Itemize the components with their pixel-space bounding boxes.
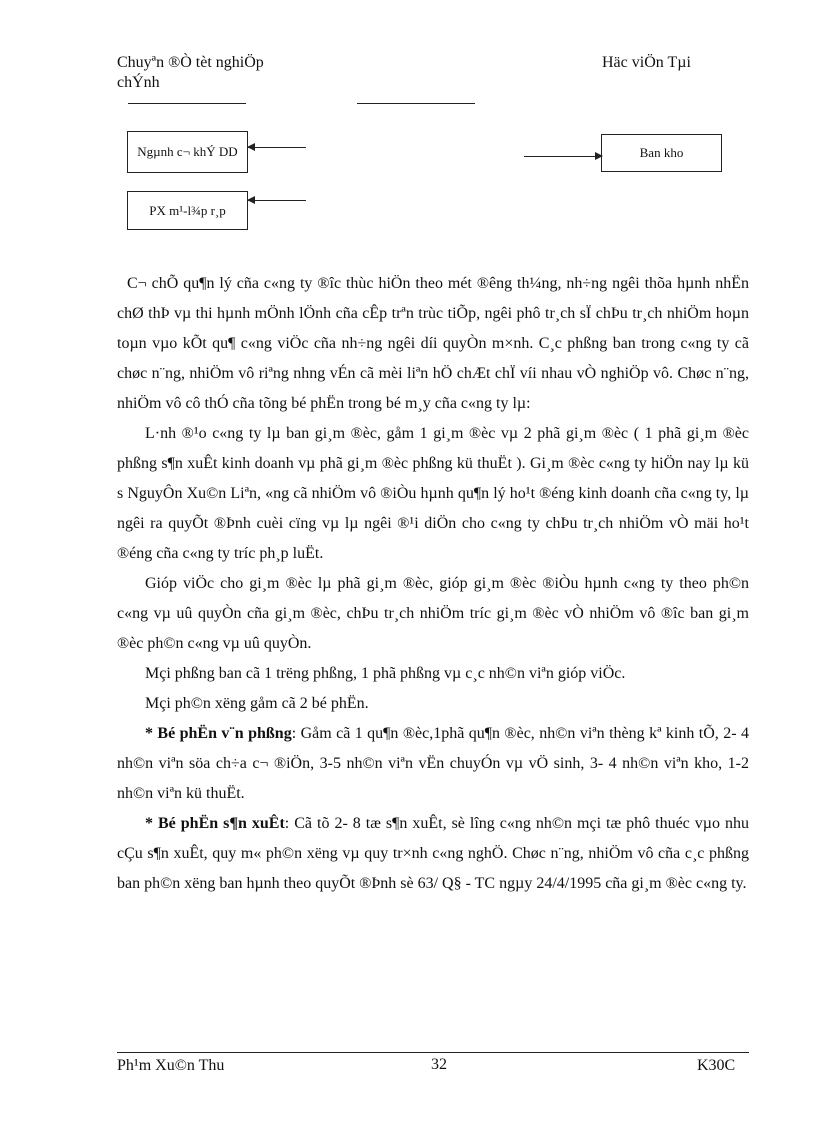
diagram-box-mechanical-branch-label: Ngµnh c¬ khÝ DD	[137, 144, 238, 159]
office-section-text: : Gåm cã 1 qu¶n ®èc,1phã qu¶n ®èc, nh©n viªn thèng kª kinh tÕ, 2- 4 nh©n viªn söa ch÷a c¬ ®iÖn, 3-5 nh©n viªn vËn chuyÓn vµ vÖ sinh, 3- 4 nh©n viªn kho, 1-2 nh©n viªn kü thuËt.	[117, 725, 749, 802]
diagram-box-assembly-workshop	[127, 191, 248, 230]
arrow-to-assembly-workshop	[248, 200, 306, 201]
arrow-to-mechanical-branch	[248, 147, 306, 148]
arrow-to-warehouse	[524, 156, 602, 157]
diagram-box-warehouse-label: Ban kho	[639, 145, 684, 160]
footer-page-number: 32	[431, 1056, 447, 1073]
diagram-box-mechanical-branch	[127, 131, 248, 173]
footer-author: Ph¹m Xu©n Thu	[117, 1057, 225, 1074]
production-section-heading: * Bé phËn s¶n xuÊt	[145, 815, 285, 832]
footer-rule	[117, 1052, 749, 1053]
diagram-box-warehouse	[601, 134, 722, 172]
paragraph-deputy-directors: Gióp viÖc cho gi¸m ®èc lµ phã gi¸m ®èc, gióp gi¸m ®èc ®iÒu hµnh c«ng ty theo ph©n c«ng vµ uû quyÒn cña gi¸m ®èc, chÞu tr¸ch nhiÖm tríc gi¸m ®èc vÒ nhiÖm vô ®îc ban gi¸m ®èc ph©n c«ng vµ uû quyÒn.	[117, 575, 749, 652]
body-text	[117, 269, 749, 899]
footer-class-code: K30C	[697, 1057, 736, 1074]
paragraph-office-section	[117, 719, 749, 809]
paragraph-board-of-directors: L·nh ®¹o c«ng ty lµ ban gi¸m ®èc, gåm 1 gi¸m ®èc vµ 2 phã gi¸m ®èc ( 1 phã gi¸m ®èc phßng s¶n xuÊt kinh doanh vµ phã gi¸m ®èc phßng kü thuËt ). Gi¸m ®èc c«ng ty hiÖn nay lµ kü s NguyÔn Xu©n Liªn, «ng cã nhiÖm vô ®iÒu hµnh qu¶n lý ho¹t ®éng kinh doanh cña c«ng ty, lµ ngêi ra quyÕt ®Þnh cuèi cïng vµ lµ ngêi ®¹i diÖn cho c«ng ty chÞu tr¸ch nhiÖm vÒ mäi ho¹t ®éng cña c«ng ty tríc ph¸p luËt.	[117, 425, 749, 562]
header-title-left: Chuyªn ®Ò tèt nghiÖp	[117, 54, 264, 71]
header-title-right: Häc viÖn Tµi	[602, 54, 691, 71]
header-rule-left	[128, 103, 246, 104]
header-rule-right	[357, 103, 475, 104]
diagram-box-assembly-workshop-label: PX m¹-l¾p r¸p	[149, 202, 226, 218]
paragraph-workshops: Mçi ph©n xëng gåm cã 2 bé phËn.	[145, 695, 369, 712]
office-section-heading: * Bé phËn v¨n phßng	[145, 725, 292, 742]
production-section-text: : Cã tõ 2- 8 tæ s¶n xuÊt, sè lîng c«ng nh©n mçi tæ phô thuéc vµo nhu cÇu s¶n xuÊt, quy m« ph©n xëng vµ quy tr×nh c«ng nghÖ. Chøc n¨ng, nhiÖm vô cña c¸c phßng ban ph©n xëng ban hµnh theo quyÕt ®Þnh sè 63/ Q§ - TC ngµy 24/4/1995 cña gi¸m ®èc c«ng ty.	[117, 815, 749, 892]
paragraph-departments: Mçi phßng ban cã 1 trëng phßng, 1 phã phßng vµ c¸c nh©n viªn gióp viÖc.	[145, 665, 626, 682]
paragraph-production-section	[117, 809, 749, 899]
paragraph-management-mechanism: C¬ chÕ qu¶n lý cña c«ng ty ®îc thùc hiÖn theo mét ®êng th¼ng, nh÷ng ngêi thõa hµnh nhËn chØ thÞ vµ thi hµnh mÖnh lÖnh cña cÊp trªn trùc tiÕp, ngêi phô tr¸ch sÏ chÞu tr¸ch nhiÖm hoµn toµn vµo kÕt qu¶ c«ng viÖc cña nh÷ng ngêi díi quyÒn m×nh. C¸c phßng ban trong c«ng ty cã chøc n¨ng, nhiÖm vô riªng nhng vÉn cã mèi liªn hÖ chÆt chÏ víi nhau vÒ nghiÖp vô. Chøc n¨ng, nhiÖm vô cô thÓ cña tõng bé phËn trong bé m¸y cña c«ng ty lµ:	[117, 275, 749, 412]
header-title-left-cont: chÝnh	[117, 74, 160, 91]
